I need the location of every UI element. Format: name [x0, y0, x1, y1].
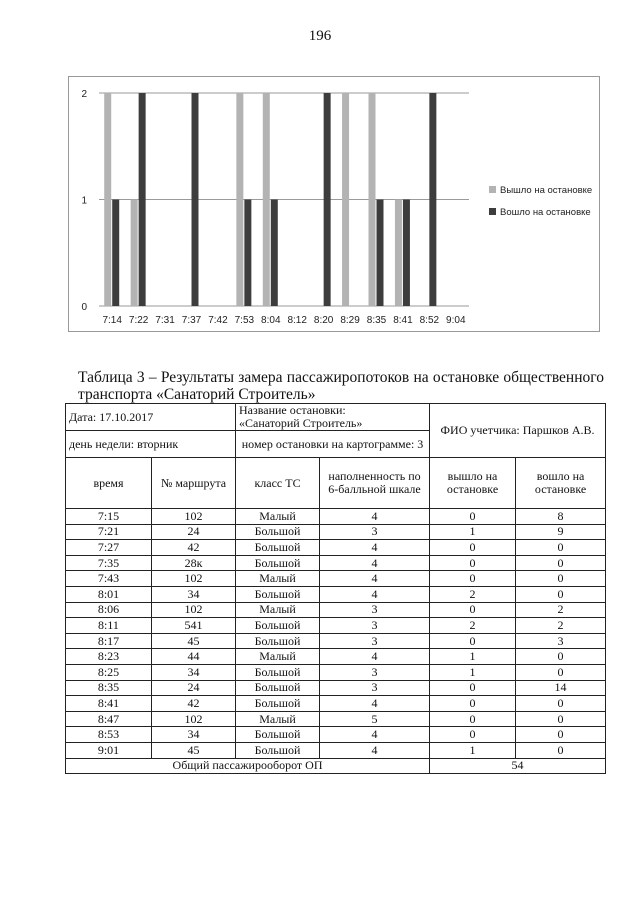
cell-fill-level: 5	[320, 711, 430, 727]
cell-vehicle-class: Большой	[236, 618, 320, 634]
bar-boarded	[377, 200, 384, 307]
x-tick-label: 7:14	[102, 315, 122, 326]
cell-route: 102	[152, 509, 236, 525]
cell-boarded: 2	[516, 618, 606, 634]
stop-name-cell	[236, 404, 430, 431]
cell-vehicle-class: Малый	[236, 509, 320, 525]
cell-alighted: 0	[430, 680, 516, 696]
x-tick-label: 7:22	[128, 315, 149, 326]
cell-route: 45	[152, 633, 236, 649]
cell-time: 7:43	[66, 571, 152, 587]
bar-boarded	[403, 200, 410, 307]
table-row	[66, 602, 606, 618]
x-tick-label: 7:31	[155, 315, 175, 326]
cell-fill-level: 4	[320, 540, 430, 556]
table-row	[66, 524, 606, 540]
bar-boarded	[429, 93, 436, 306]
table-row	[66, 742, 606, 758]
bar-alighted	[236, 93, 243, 306]
cell-boarded: 0	[516, 571, 606, 587]
cell-time: 7:35	[66, 555, 152, 571]
cell-boarded: 2	[516, 602, 606, 618]
cell-alighted: 1	[430, 649, 516, 665]
bar-boarded	[192, 93, 199, 306]
cell-time: 8:17	[66, 633, 152, 649]
cell-fill-level: 3	[320, 633, 430, 649]
cell-route: 34	[152, 727, 236, 743]
cell-route: 45	[152, 742, 236, 758]
header-fill-level: наполненность по 6-балльной шкале	[320, 458, 430, 509]
x-tick-label: 7:53	[234, 315, 255, 326]
cell-boarded: 0	[516, 727, 606, 743]
cell-fill-level: 4	[320, 509, 430, 525]
cell-fill-level: 3	[320, 664, 430, 680]
cell-fill-level: 4	[320, 649, 430, 665]
cell-vehicle-class: Большой	[236, 664, 320, 680]
cell-boarded: 0	[516, 664, 606, 680]
cell-alighted: 0	[430, 727, 516, 743]
cell-time: 8:06	[66, 602, 152, 618]
bar-boarded	[244, 200, 251, 307]
x-tick-label: 8:41	[393, 315, 413, 326]
cell-time: 8:23	[66, 649, 152, 665]
bar-alighted	[131, 200, 138, 307]
total-value: 54	[430, 758, 606, 774]
cell-boarded: 8	[516, 509, 606, 525]
cell-route: 102	[152, 571, 236, 587]
cell-alighted: 0	[430, 602, 516, 618]
passenger-flow-chart	[68, 76, 600, 332]
cell-time: 8:25	[66, 664, 152, 680]
cell-fill-level: 3	[320, 602, 430, 618]
cell-route: 34	[152, 664, 236, 680]
cell-time: 7:15	[66, 509, 152, 525]
header-vehicle-class: класс ТС	[236, 458, 320, 509]
cell-fill-level: 3	[320, 618, 430, 634]
table-row	[66, 586, 606, 602]
cell-alighted: 0	[430, 571, 516, 587]
cell-boarded: 0	[516, 696, 606, 712]
legend-swatch	[489, 208, 496, 215]
header-time: время	[66, 458, 152, 509]
cell-alighted: 0	[430, 711, 516, 727]
x-tick-label: 7:42	[208, 315, 228, 326]
cell-route: 102	[152, 602, 236, 618]
cell-route: 102	[152, 711, 236, 727]
stop-name-label: Название остановки:	[239, 403, 346, 417]
total-row	[66, 758, 606, 774]
table-row	[66, 727, 606, 743]
stop-number-cell: номер остановки на картограмме: 3	[236, 431, 430, 458]
table-row	[66, 680, 606, 696]
cell-fill-level: 4	[320, 696, 430, 712]
cell-vehicle-class: Малый	[236, 649, 320, 665]
cell-vehicle-class: Большой	[236, 524, 320, 540]
cell-route: 42	[152, 696, 236, 712]
cell-time: 8:01	[66, 586, 152, 602]
total-label: Общий пассажирооборот ОП	[66, 758, 430, 774]
table-row	[66, 633, 606, 649]
bar-alighted	[342, 93, 349, 306]
cell-route: 44	[152, 649, 236, 665]
cell-fill-level: 3	[320, 680, 430, 696]
passenger-flow-table	[65, 403, 606, 774]
cell-vehicle-class: Малый	[236, 711, 320, 727]
cell-boarded: 9	[516, 524, 606, 540]
cell-route: 24	[152, 524, 236, 540]
cell-boarded: 0	[516, 540, 606, 556]
table-row	[66, 555, 606, 571]
cell-vehicle-class: Малый	[236, 571, 320, 587]
cell-alighted: 1	[430, 664, 516, 680]
table-row	[66, 509, 606, 525]
table-caption: Таблица 3 – Результаты замера пассажиропотоков на остановке общественного транспорта «Санаторий Строитель»	[78, 369, 604, 403]
cell-boarded: 0	[516, 742, 606, 758]
y-tick-label: 1	[81, 195, 87, 207]
bar-alighted	[395, 200, 402, 307]
cell-vehicle-class: Большой	[236, 586, 320, 602]
cell-vehicle-class: Малый	[236, 602, 320, 618]
cell-route: 541	[152, 618, 236, 634]
page-number: 196	[308, 28, 332, 44]
cell-time: 8:47	[66, 711, 152, 727]
cell-vehicle-class: Большой	[236, 680, 320, 696]
header-route: № маршрута	[152, 458, 236, 509]
observer-cell: ФИО учетчика: Паршков А.В.	[430, 404, 606, 458]
weekday-cell: день недели: вторник	[66, 431, 236, 458]
cell-alighted: 0	[430, 696, 516, 712]
table-row	[66, 664, 606, 680]
cell-alighted: 2	[430, 586, 516, 602]
bar-boarded	[271, 200, 278, 307]
x-tick-label: 8:20	[313, 315, 334, 326]
cell-alighted: 2	[430, 618, 516, 634]
cell-route: 28к	[152, 555, 236, 571]
chart-canvas	[69, 77, 599, 331]
cell-route: 24	[152, 680, 236, 696]
cell-fill-level: 3	[320, 524, 430, 540]
table-row	[66, 649, 606, 665]
bar-alighted	[369, 93, 376, 306]
legend-label: Вышло на остановке	[500, 185, 593, 196]
x-tick-label: 8:52	[419, 315, 440, 326]
cell-alighted: 1	[430, 742, 516, 758]
cell-route: 42	[152, 540, 236, 556]
cell-boarded: 0	[516, 649, 606, 665]
table-row	[66, 711, 606, 727]
legend-label: Вошло на остановке	[500, 207, 591, 218]
cell-vehicle-class: Большой	[236, 742, 320, 758]
cell-route: 34	[152, 586, 236, 602]
cell-alighted: 0	[430, 555, 516, 571]
cell-alighted: 0	[430, 633, 516, 649]
bar-boarded	[324, 93, 331, 306]
cell-vehicle-class: Большой	[236, 540, 320, 556]
y-tick-label: 0	[81, 302, 87, 313]
cell-fill-level: 4	[320, 571, 430, 587]
cell-time: 8:35	[66, 680, 152, 696]
table-row	[66, 618, 606, 634]
cell-alighted: 0	[430, 509, 516, 525]
table-row	[66, 696, 606, 712]
x-tick-label: 8:35	[366, 315, 387, 326]
y-tick-label: 2	[81, 89, 87, 100]
cell-time: 8:41	[66, 696, 152, 712]
cell-vehicle-class: Большой	[236, 633, 320, 649]
cell-time: 7:21	[66, 524, 152, 540]
legend-swatch	[489, 186, 496, 193]
stop-name: «Санаторий Строитель»	[239, 416, 363, 430]
cell-boarded: 0	[516, 555, 606, 571]
cell-boarded: 14	[516, 680, 606, 696]
header-row	[66, 458, 606, 509]
x-tick-label: 8:12	[287, 315, 307, 326]
cell-alighted: 0	[430, 540, 516, 556]
cell-alighted: 1	[430, 524, 516, 540]
cell-time: 7:27	[66, 540, 152, 556]
table-row	[66, 571, 606, 587]
x-tick-label: 8:29	[340, 315, 360, 326]
cell-vehicle-class: Большой	[236, 555, 320, 571]
table-row	[66, 540, 606, 556]
cell-vehicle-class: Большой	[236, 727, 320, 743]
cell-fill-level: 4	[320, 555, 430, 571]
header-alighted: вышло на остановке	[430, 458, 516, 509]
cell-time: 9:01	[66, 742, 152, 758]
bar-alighted	[263, 93, 270, 306]
bar-alighted	[104, 93, 111, 306]
cell-vehicle-class: Большой	[236, 696, 320, 712]
x-tick-label: 8:04	[261, 315, 281, 326]
header-boarded: вошло на остановке	[516, 458, 606, 509]
cell-time: 8:11	[66, 618, 152, 634]
bar-boarded	[112, 200, 119, 307]
cell-fill-level: 4	[320, 586, 430, 602]
date-cell: Дата: 17.10.2017	[66, 404, 236, 431]
x-tick-label: 7:37	[181, 315, 202, 326]
cell-boarded: 0	[516, 586, 606, 602]
cell-fill-level: 4	[320, 727, 430, 743]
bar-boarded	[139, 93, 146, 306]
x-tick-label: 9:04	[446, 315, 466, 326]
cell-time: 8:53	[66, 727, 152, 743]
cell-fill-level: 4	[320, 742, 430, 758]
cell-boarded: 3	[516, 633, 606, 649]
info-row-1	[66, 404, 606, 431]
cell-boarded: 0	[516, 711, 606, 727]
